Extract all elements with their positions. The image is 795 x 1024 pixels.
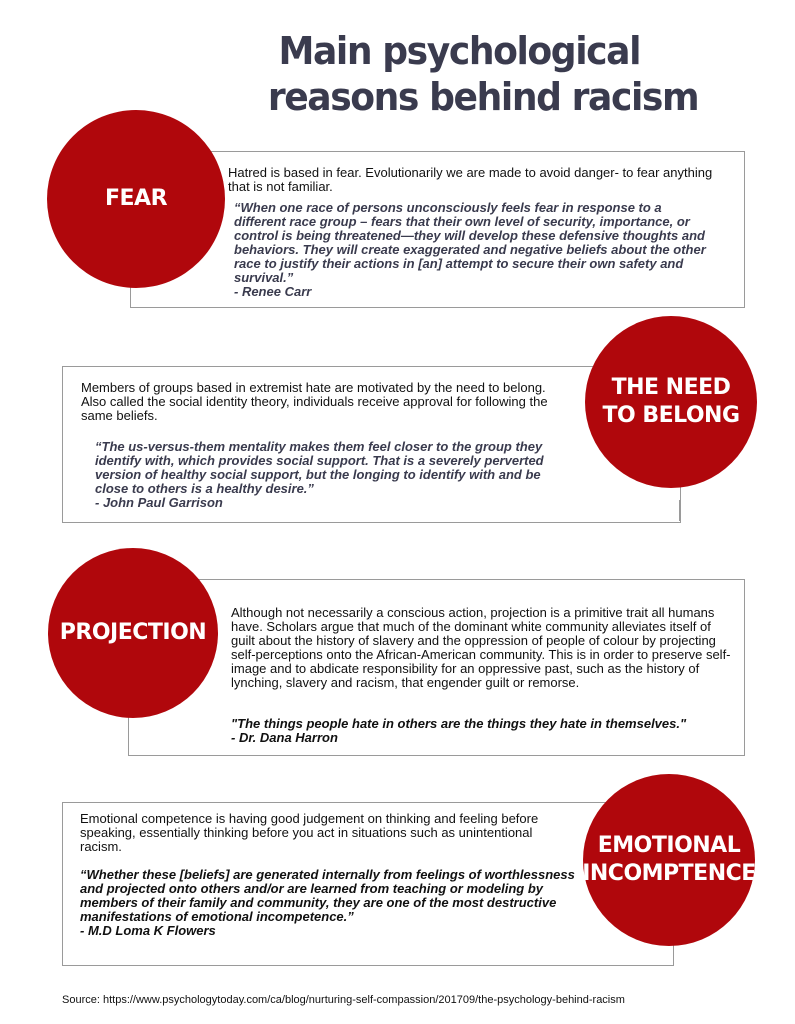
projection-quote: "The things people hate in others are the things they hate in themselves."	[231, 716, 687, 731]
emotional-quote-block	[80, 868, 580, 938]
projection-author: - Dr. Dana Harron	[231, 730, 338, 745]
fear-quote: “When one race of persons unconsciously feels fear in response to a different race group – fears that their own level of security, importance, or control is being threatened—they will develop these defensive thoughts and behaviors. They will create exaggerated and negative beliefs about the other race to justify their actions in [an] attempt to secure their own safety and survival.”	[234, 200, 706, 285]
belong-author: - John Paul Garrison	[95, 495, 223, 510]
emotional-heading-line-2: INCOMPTENCE	[582, 861, 756, 886]
fear-body: Hatred is based in fear. Evolutionarily we are made to avoid danger- to fear anything that is not familiar.	[228, 165, 713, 194]
belong-quote-block	[95, 440, 575, 510]
emotional-author: - M.D Loma K Flowers	[80, 923, 216, 938]
projection-connector	[128, 725, 129, 754]
title-line-2: reasons behind racism	[267, 75, 699, 119]
projection-body: Although not necessarily a conscious action, projection is a primitive trait all humans have. Scholars argue that much of the dominant white community alleviates itself of guilt about the history of slavery and the oppression of people of colour by projecting self-perceptions onto the African-American community. This is in order to preserve self-image and to abdicate responsibility for an oppressive past, such as the history of lynching, slavery and racism, that engender guilt or remorse.	[231, 605, 731, 690]
belong-circle	[585, 316, 757, 488]
emotional-quote: “Whether these [beliefs] are generated internally from feelings of worthlessness and projected onto others and/or are learned from teaching or modeling by members of their family and community, they are one of the most destructive manifestations of emotional incompetence.”	[80, 867, 575, 924]
page-title	[20, 28, 775, 120]
emotional-heading-line-1: EMOTIONAL	[597, 833, 741, 858]
projection-quote-block	[231, 717, 736, 745]
fear-circle	[47, 110, 225, 288]
belong-body: Members of groups based in extremist hate are motivated by the need to belong. Also called the social identity theory, individuals receive approval for following the same beliefs.	[81, 380, 548, 423]
projection-circle	[48, 548, 218, 718]
belong-connector	[679, 500, 680, 521]
source-citation: Source: https://www.psychologytoday.com/ca/blog/nurturing-self-compassion/201709/the-psychology-behind-racism	[62, 994, 625, 1006]
belong-heading-line-2: TO BELONG	[602, 403, 740, 428]
title-line-1: Main psychological	[278, 29, 641, 73]
emotional-circle	[583, 774, 755, 946]
emotional-body: Emotional competence is having good judgement on thinking and feeling before speaking, essentially thinking before you act in situations such as unintentional racism.	[80, 811, 539, 854]
fear-quote-block	[234, 201, 714, 299]
fear-heading: FEAR	[104, 186, 168, 211]
projection-heading: PROJECTION	[59, 620, 207, 645]
belong-quote: “The us-versus-them mentality makes them feel closer to the group they identify with, which provides social support. That is a severely perverted version of healthy social support, but the longing to identify with and be close to others is a healthy desire.”	[95, 439, 544, 496]
fear-author: - Renee Carr	[234, 284, 312, 299]
belong-heading-line-1: THE NEED	[611, 375, 731, 400]
